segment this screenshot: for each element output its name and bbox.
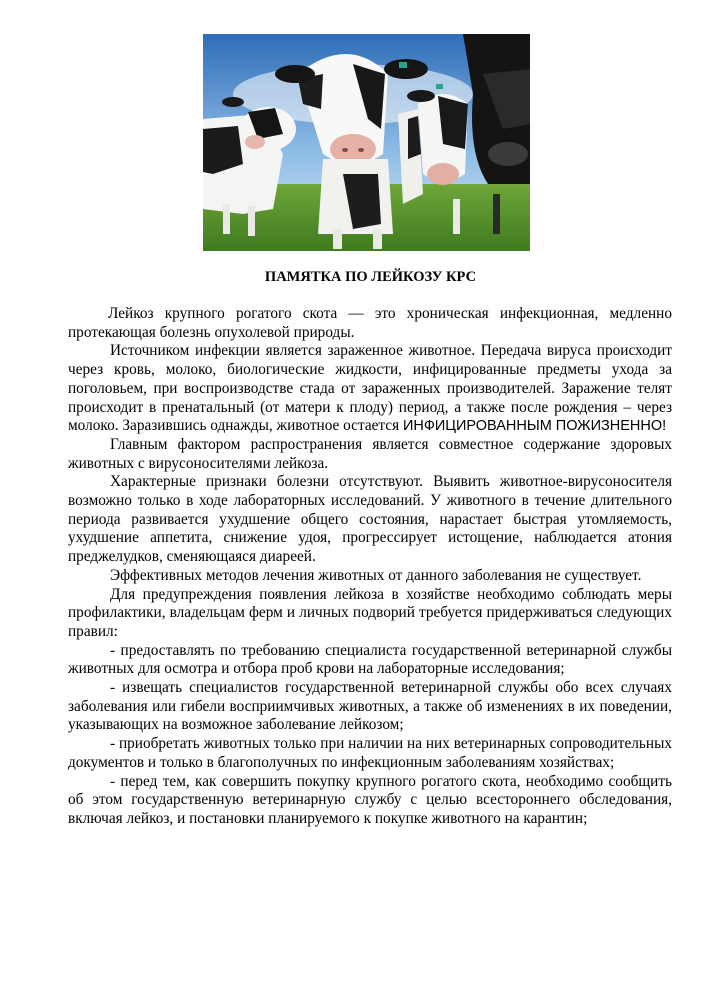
- emphasis-lifelong: ИНФИЦИРОВАННЫМ ПОЖИЗНЕННО!: [402, 418, 667, 435]
- paragraph-source-text: Источником инфекции является зараженное животное. Передача вируса происходит через кровь, молоко, биологические жидкости, инфицированные предметы ухода за поголовьем, при воспроизводстве стада от зараженных производителей. Заражение телят происходит в пренатальный (от матери к плоду) период, а также после рождения – через молоко. Заразившись однажды, животное остается: [68, 342, 672, 435]
- rule-item: - приобретать животных только при наличии на них ветеринарных сопроводительных документов и только в благополучных по инфекционным заболеваниям хозяйствах;: [68, 735, 672, 771]
- cows-photo: [203, 34, 530, 251]
- paragraph-treatment: Эффективных методов лечения животных от данного заболевания не существует.: [110, 566, 642, 584]
- paragraph-source: [68, 342, 672, 436]
- body-text: [68, 305, 672, 829]
- paragraph-factor: Главным фактором распространения является совместное содержание здоровых животных с вирусоносителями лейкоза.: [68, 435, 672, 472]
- rule-item: - предоставлять по требованию специалиста государственной ветеринарной службы животных для осмотра и отбора проб крови на лабораторные исследования;: [68, 641, 672, 678]
- page-title: ПАМЯТКА ПО ЛЕЙКОЗУ КРС: [264, 269, 477, 285]
- paragraph-symptoms: Характерные признаки болезни отсутствуют. Выявить животное-вирусоносителя возможно только в ходе лабораторных исследований. У животного в течение длительного периода развивается ухудшение общего состояния, нарастает быстрая утомляемость, ухудшение аппетита, снижение удоя, прогрессирует истощение, наблюдается атония преджелудков, сменяющаяся диареей.: [68, 473, 672, 566]
- paragraph-prevention: Для предупреждения появления лейкоза в хозяйстве необходимо соблюдать меры профилактики, владельцам ферм и личных подворий требуется придерживаться следующих правил:: [68, 585, 672, 640]
- paragraph-definition: Лейкоз крупного рогатого скота — это хроническая инфекционная, медленно протекающая болезнь опухолевой природы.: [68, 305, 672, 341]
- rule-item: - перед тем, как совершить покупку крупного рогатого скота, необходимо сообщить об этом государственную ветеринарную службу с целью всестороннего обследования, включая лейкоз, и постановки планируемого к покупке животного на карантин;: [68, 772, 672, 827]
- rule-item: - извещать специалистов государственной ветеринарной службы обо всех случаях заболевания или гибели восприимчивых животных, а также об изменениях в их поведении, указывающих на возможное заболевание лейкозом;: [68, 679, 672, 734]
